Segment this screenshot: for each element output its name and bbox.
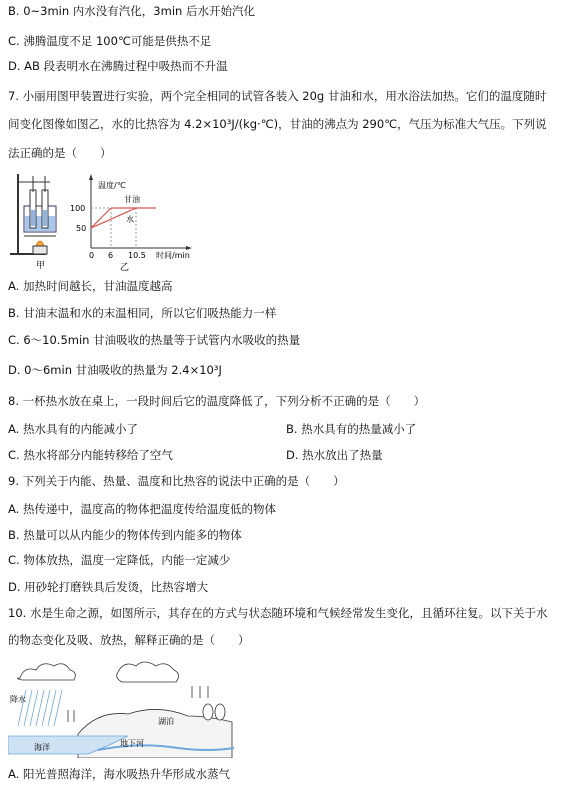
option-d-q9: D. 用砂轮打磨铁具后发烫，比热容增大 bbox=[8, 580, 209, 594]
option-b-q7: B. 甘油末温和水的末温相同，所以它们吸热能力一样 bbox=[8, 306, 277, 320]
x-axis-label: 时间/min bbox=[156, 251, 190, 260]
question-8: 8. 一杯热水放在桌上，一段时间后它的温度降低了，下列分析不正确的是（ ） bbox=[8, 394, 426, 408]
y-tick-100: 100 bbox=[70, 204, 86, 213]
option-c-q7: C. 6～10.5min 甘油吸收的热量等于试管内水吸收的热量 bbox=[8, 333, 301, 347]
tree bbox=[203, 704, 213, 720]
rain-cloud bbox=[17, 664, 75, 680]
option-a-q10: A. 阳光普照海洋，海水吸热升华形成水蒸气 bbox=[8, 767, 230, 781]
option-d-q8: D. 热水放出了热量 bbox=[286, 448, 383, 462]
option-a-q8: A. 热水具有的内能减小了 bbox=[8, 422, 138, 436]
option-b-q6: B. 0~3min 内水没有汽化，3min 后水开始汽化 bbox=[8, 4, 255, 18]
option-d-q7: D. 0～6min 甘油吸收的热量为 2.4×10³J bbox=[8, 363, 222, 377]
label-groundwater: 地下河 bbox=[120, 739, 144, 748]
label-swamp: 湖泊 bbox=[158, 717, 174, 726]
label-jia: 甲 bbox=[36, 261, 46, 271]
y-tick-50: 50 bbox=[76, 224, 87, 233]
option-c-q8: C. 热水将部分内能转移给了空气 bbox=[8, 448, 173, 462]
label-rain: 降水 bbox=[10, 695, 26, 704]
series-water-label: 水 bbox=[126, 215, 134, 224]
option-a-q9: A. 热传递中，温度高的物体把温度传给温度低的物体 bbox=[8, 502, 276, 516]
question-10-line-2: 的物态变化及吸、放热，解释正确的是（ ） bbox=[8, 633, 250, 647]
option-c-q6: C. 沸腾温度不足 100℃可能是供热不足 bbox=[8, 34, 212, 48]
question-10-line-1: 10. 水是生命之源，如图所示，其存在的方式与状态随环境和气候经常发生变化，且循环往复。以下关于水 bbox=[8, 606, 548, 620]
cloud bbox=[117, 662, 179, 682]
series-glycerin-label: 甘油 bbox=[124, 195, 140, 204]
series-glycerin-line bbox=[91, 208, 111, 228]
question-7-line-3: 法正确的是（ ） bbox=[8, 146, 112, 160]
x-tick-0: 0 bbox=[89, 251, 95, 260]
option-b-q9: B. 热量可以从内能少的物体传到内能多的物体 bbox=[8, 528, 242, 542]
water-cycle-figure bbox=[8, 654, 234, 758]
option-c-q9: C. 物体放热，温度一定降低，内能一定减少 bbox=[8, 553, 231, 567]
option-b-q8: B. 热水具有的热量减小了 bbox=[286, 422, 417, 436]
apparatus-diagram bbox=[10, 174, 56, 254]
label-yi: 乙 bbox=[120, 263, 130, 273]
figure-7 bbox=[6, 168, 196, 274]
y-axis-label: 温度/℃ bbox=[98, 181, 126, 190]
x-tick-6: 6 bbox=[108, 251, 114, 260]
x-tick-10-5: 10.5 bbox=[128, 251, 146, 260]
question-7-line-2: 间变化图像如图乙，水的比热容为 4.2×10³J/(kg·℃)，甘油的沸点为 290℃，气压为标准大气压。下列说 bbox=[8, 117, 547, 131]
option-a-q7: A. 加热时间越长，甘油温度越高 bbox=[8, 279, 173, 293]
option-d-q6: D. AB 段表明水在沸腾过程中吸热而不升温 bbox=[8, 59, 228, 73]
question-9: 9. 下列关于内能、热量、温度和比热容的说法中正确的是（ ） bbox=[8, 474, 345, 488]
question-7-line-1: 7. 小丽用图甲装置进行实验，两个完全相同的试管各装入 20g 甘油和水，用水浴法加热。它们的温度随时 bbox=[8, 89, 547, 103]
label-sea: 海洋 bbox=[34, 743, 50, 752]
